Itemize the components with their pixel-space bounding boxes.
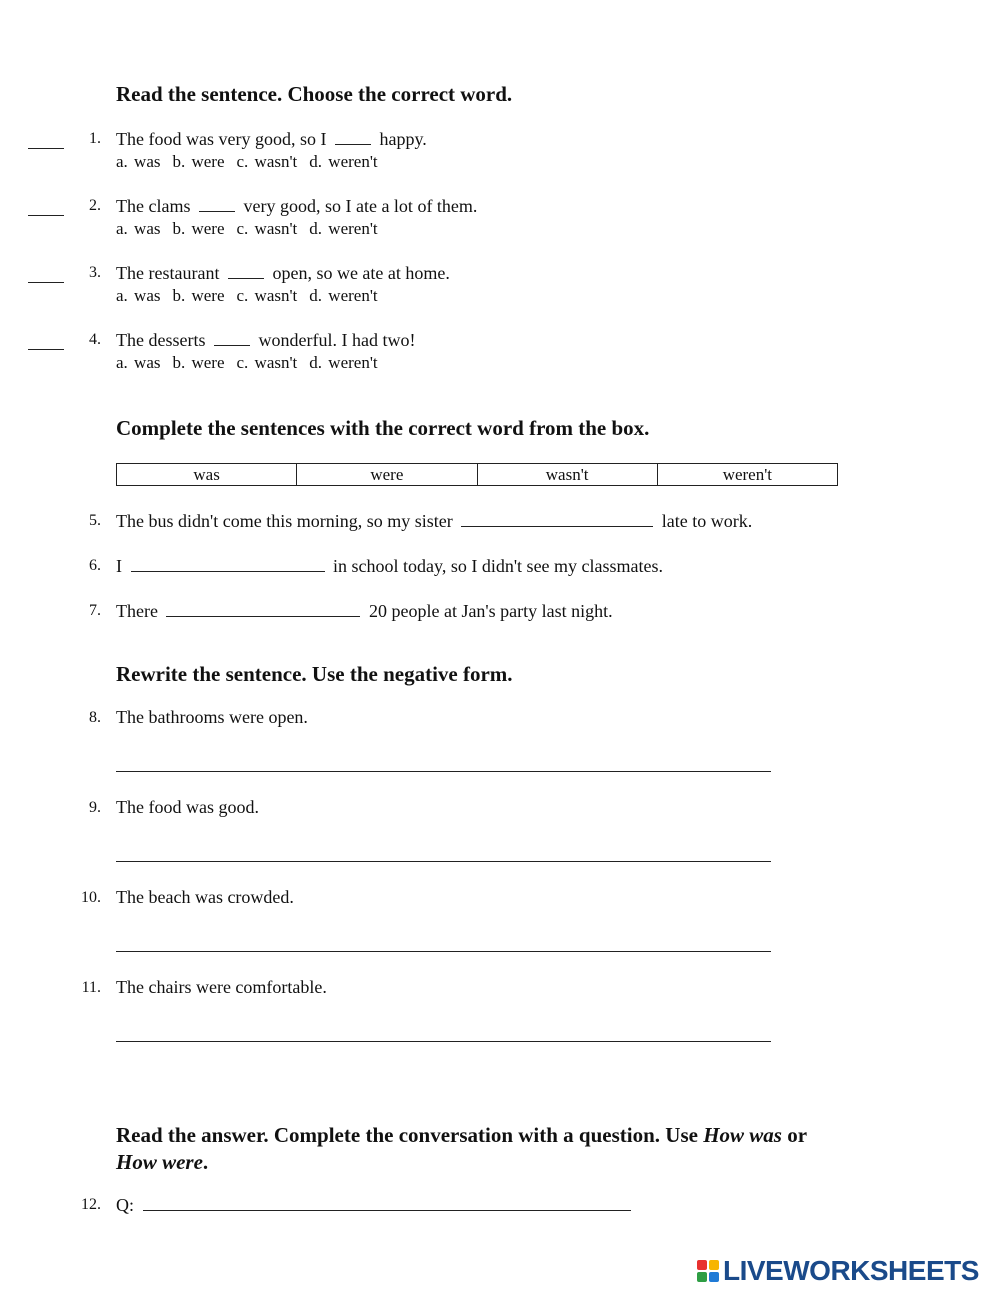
question-text-7 (116, 600, 613, 622)
logo-square (697, 1260, 707, 1270)
section4-heading (116, 1122, 896, 1176)
inline-blank (214, 329, 250, 346)
question-number: 7. (89, 602, 101, 619)
options-row-4 (116, 353, 390, 373)
inline-blank (335, 128, 371, 145)
question-text-after: very good, so I ate a lot of them. (243, 196, 478, 216)
answer-blank-1[interactable] (28, 134, 64, 149)
heading-text: . (202, 1150, 209, 1174)
question-text-after: open, so we ate at home. (272, 263, 450, 283)
option-d: d. weren't (309, 152, 378, 171)
question-text-before: The restaurant (116, 263, 220, 283)
inline-blank (228, 262, 264, 279)
question-number: 1. (89, 130, 101, 147)
logo-square (697, 1272, 707, 1282)
option-b: b. were (172, 152, 225, 171)
question-text-8: The bathrooms were open. (116, 707, 308, 727)
answer-line-11[interactable] (116, 1041, 771, 1042)
word-box-cell: were (297, 464, 477, 485)
question-number: 12. (81, 1196, 101, 1213)
question-text-1 (116, 128, 427, 150)
question-number: 6. (89, 557, 101, 574)
option-a: a. was (116, 152, 161, 171)
word-box-cell: wasn't (478, 464, 658, 485)
option-c: c. wasn't (236, 353, 298, 372)
option-d: d. weren't (309, 353, 378, 372)
question-number: 11. (81, 979, 101, 996)
question-text-before: The clams (116, 196, 191, 216)
fill-blank-7[interactable] (166, 600, 360, 617)
option-c: c. wasn't (236, 219, 298, 238)
question-text-4 (116, 329, 415, 351)
question-text-9: The food was good. (116, 797, 259, 817)
logo-square (709, 1272, 719, 1282)
answer-blank-2[interactable] (28, 201, 64, 216)
answer-line-8[interactable] (116, 771, 771, 772)
logo-text: LIVEWORKSHEETS (723, 1255, 979, 1286)
heading-text: or (787, 1123, 808, 1147)
section2-heading: Complete the sentences with the correct word from the box. (116, 416, 650, 440)
question-text-before: The desserts (116, 330, 206, 350)
option-c: c. wasn't (236, 152, 298, 171)
question-text-10: The beach was crowded. (116, 887, 294, 907)
options-row-3 (116, 286, 390, 306)
fill-blank-5[interactable] (461, 510, 653, 527)
question-text-before: I (116, 556, 122, 576)
options-row-2 (116, 219, 390, 239)
options-row-1 (116, 152, 390, 172)
question-text-5 (116, 510, 752, 532)
option-a: a. was (116, 286, 161, 305)
question-text-before: There (116, 601, 158, 621)
heading-text: Read the answer. Complete the conversation with a question. Use (116, 1123, 698, 1147)
question-number: 8. (89, 709, 101, 726)
question-number: 3. (89, 264, 101, 281)
option-a: a. was (116, 353, 161, 372)
liveworksheets-logo[interactable] (697, 1257, 979, 1285)
section1-heading: Read the sentence. Choose the correct word. (116, 82, 513, 106)
question-text-after: happy. (379, 129, 427, 149)
answer-line-9[interactable] (116, 861, 771, 862)
question-number: 2. (89, 197, 101, 214)
fill-blank-12[interactable] (143, 1194, 631, 1211)
inline-blank (199, 195, 235, 212)
question-number: 10. (81, 889, 101, 906)
answer-blank-4[interactable] (28, 335, 64, 350)
word-box-cell: weren't (722, 465, 773, 484)
option-b: b. were (172, 286, 225, 305)
question-text-2 (116, 195, 477, 217)
heading-emphasis: How were (116, 1150, 203, 1174)
option-d: d. weren't (309, 286, 378, 305)
question-text-after: wonderful. I had two! (258, 330, 416, 350)
question-text-6 (116, 555, 663, 577)
question-text-after: in school today, so I didn't see my classmates. (333, 556, 664, 576)
question-text-before: The bus didn't come this morning, so my sister (116, 511, 453, 531)
logo-square (709, 1260, 719, 1270)
answer-line-10[interactable] (116, 951, 771, 952)
question-text-12 (116, 1194, 635, 1216)
question-text-11: The chairs were comfortable. (116, 977, 327, 997)
section3-heading: Rewrite the sentence. Use the negative form. (116, 662, 513, 686)
word-box (116, 463, 838, 486)
question-number: 5. (89, 512, 101, 529)
question-number: 4. (89, 331, 101, 348)
q-label: Q: (116, 1195, 134, 1215)
question-number: 9. (89, 799, 101, 816)
answer-blank-3[interactable] (28, 268, 64, 283)
question-text-after: 20 people at Jan's party last night. (368, 601, 613, 621)
fill-blank-6[interactable] (131, 555, 325, 572)
question-text-3 (116, 262, 450, 284)
logo-mark-icon (697, 1260, 719, 1282)
option-c: c. wasn't (236, 286, 298, 305)
word-box-cell: was (117, 464, 297, 485)
option-b: b. were (172, 353, 225, 372)
question-text-before: The food was very good, so I (116, 129, 327, 149)
option-d: d. weren't (309, 219, 378, 238)
question-text-after: late to work. (661, 511, 753, 531)
heading-emphasis: How was (703, 1123, 782, 1147)
option-b: b. were (172, 219, 225, 238)
option-a: a. was (116, 219, 161, 238)
